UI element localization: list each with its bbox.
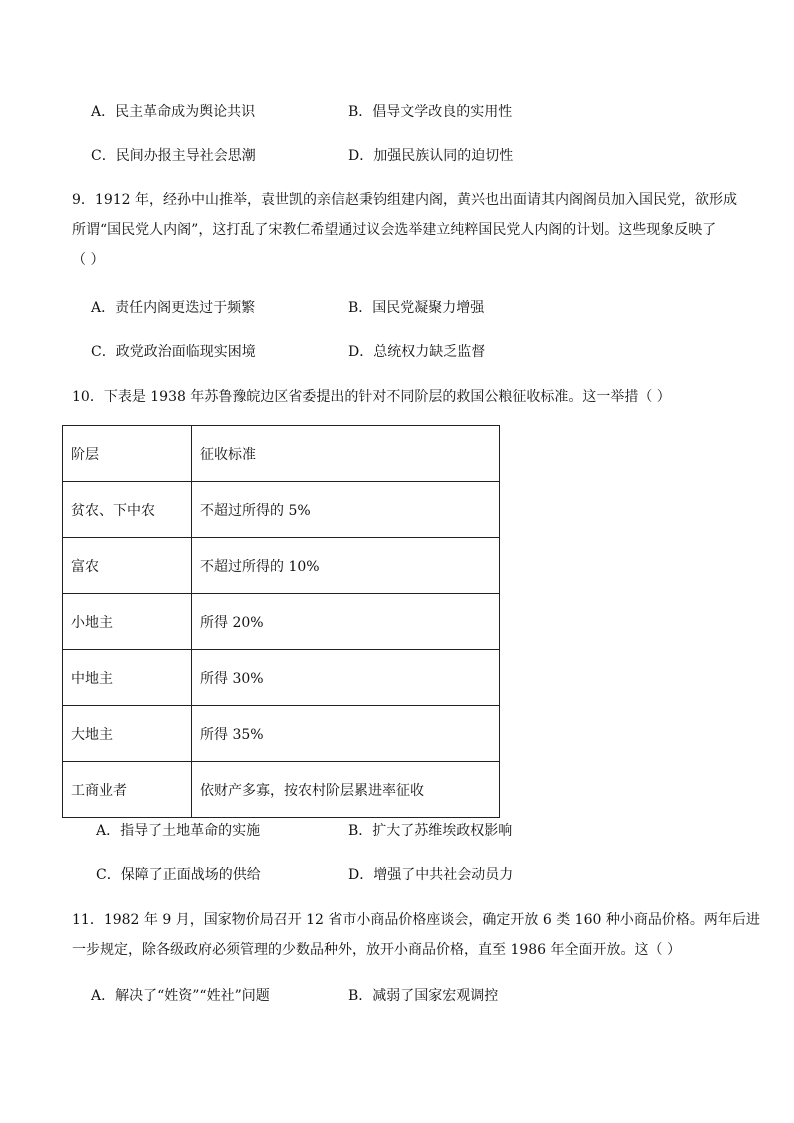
table-row <box>63 594 500 650</box>
levy-standard-table <box>62 425 500 818</box>
q9-stem-line: 9．1912 年，经孙中山推举，袁世凯的亲信赵秉钧组建内阁，黄兴也出面请其内阁阁员加入国民党，欲形成 <box>72 192 737 208</box>
table-row <box>63 538 500 594</box>
q8-option-d: D．加强民族认同的迫切性 <box>348 148 514 164</box>
q9-stem <box>72 185 737 275</box>
table-row <box>63 650 500 706</box>
table-cell-standard: 所得 30% <box>192 650 500 706</box>
q11-option-a: A．解决了“姓资”“姓社”问题 <box>91 988 270 1004</box>
q9-stem-line: 所谓“国民党人内阁”，这打乱了宋教仁希望通过议会选举建立纯粹国民党人内阁的计划。这些现象反映了 <box>72 222 717 238</box>
table-cell-standard: 不超过所得的 5% <box>192 482 500 538</box>
q8-option-b: B．倡导文学改良的实用性 <box>348 104 513 120</box>
q11-option-b: B．减弱了国家宏观调控 <box>348 988 499 1004</box>
table-row <box>63 762 500 818</box>
q8-option-a: A．民主革命成为舆论共识 <box>91 104 256 120</box>
table-cell-class: 贫农、下中农 <box>63 482 192 538</box>
table-cell-standard: 所得 20% <box>192 594 500 650</box>
table-cell-standard: 所得 35% <box>192 706 500 762</box>
q9-option-a: A．责任内阁更迭过于频繁 <box>91 300 256 316</box>
q11-stem-line: 一步规定，除各级政府必须管理的少数品种外，放开小商品价格，直至 1986 年全面开放。这（ ） <box>72 942 681 958</box>
table-row <box>63 706 500 762</box>
q9-option-b: B．国民党凝聚力增强 <box>348 300 485 316</box>
table-cell-class: 工商业者 <box>63 762 192 818</box>
table-cell-class: 小地主 <box>63 594 192 650</box>
q9-option-c: C．政党政治面临现实困境 <box>91 344 256 360</box>
table-row <box>63 482 500 538</box>
q8-option-c: C．民间办报主导社会思潮 <box>91 148 256 164</box>
table-cell-standard: 不超过所得的 10% <box>192 538 500 594</box>
q10-option-b: B．扩大了苏维埃政权影响 <box>348 823 513 839</box>
table-header-row <box>63 426 500 482</box>
table-header-cell: 征收标准 <box>192 426 500 482</box>
q11-stem <box>72 905 760 965</box>
q10-option-a: A．指导了土地革命的实施 <box>96 823 261 839</box>
q10-stem: 10．下表是 1938 年苏鲁豫皖边区省委提出的针对不同阶层的救国公粮征收标准。这一举措（ ） <box>72 389 671 405</box>
q9-option-d: D．总统权力缺乏监督 <box>348 344 486 360</box>
q11-stem-line: 11．1982 年 9 月，国家物价局召开 12 省市小商品价格座谈会，确定开放 6 类 160 种小商品价格。两年后进 <box>72 912 760 928</box>
q9-stem-line: （ ） <box>72 252 105 268</box>
q10-option-c: C．保障了正面战场的供给 <box>96 867 261 883</box>
table-header-cell: 阶层 <box>63 426 192 482</box>
table-cell-standard: 依财产多寡，按农村阶层累进率征收 <box>192 762 500 818</box>
table-cell-class: 大地主 <box>63 706 192 762</box>
q10-option-d: D．增强了中共社会动员力 <box>348 867 514 883</box>
table-cell-class: 富农 <box>63 538 192 594</box>
table-cell-class: 中地主 <box>63 650 192 706</box>
